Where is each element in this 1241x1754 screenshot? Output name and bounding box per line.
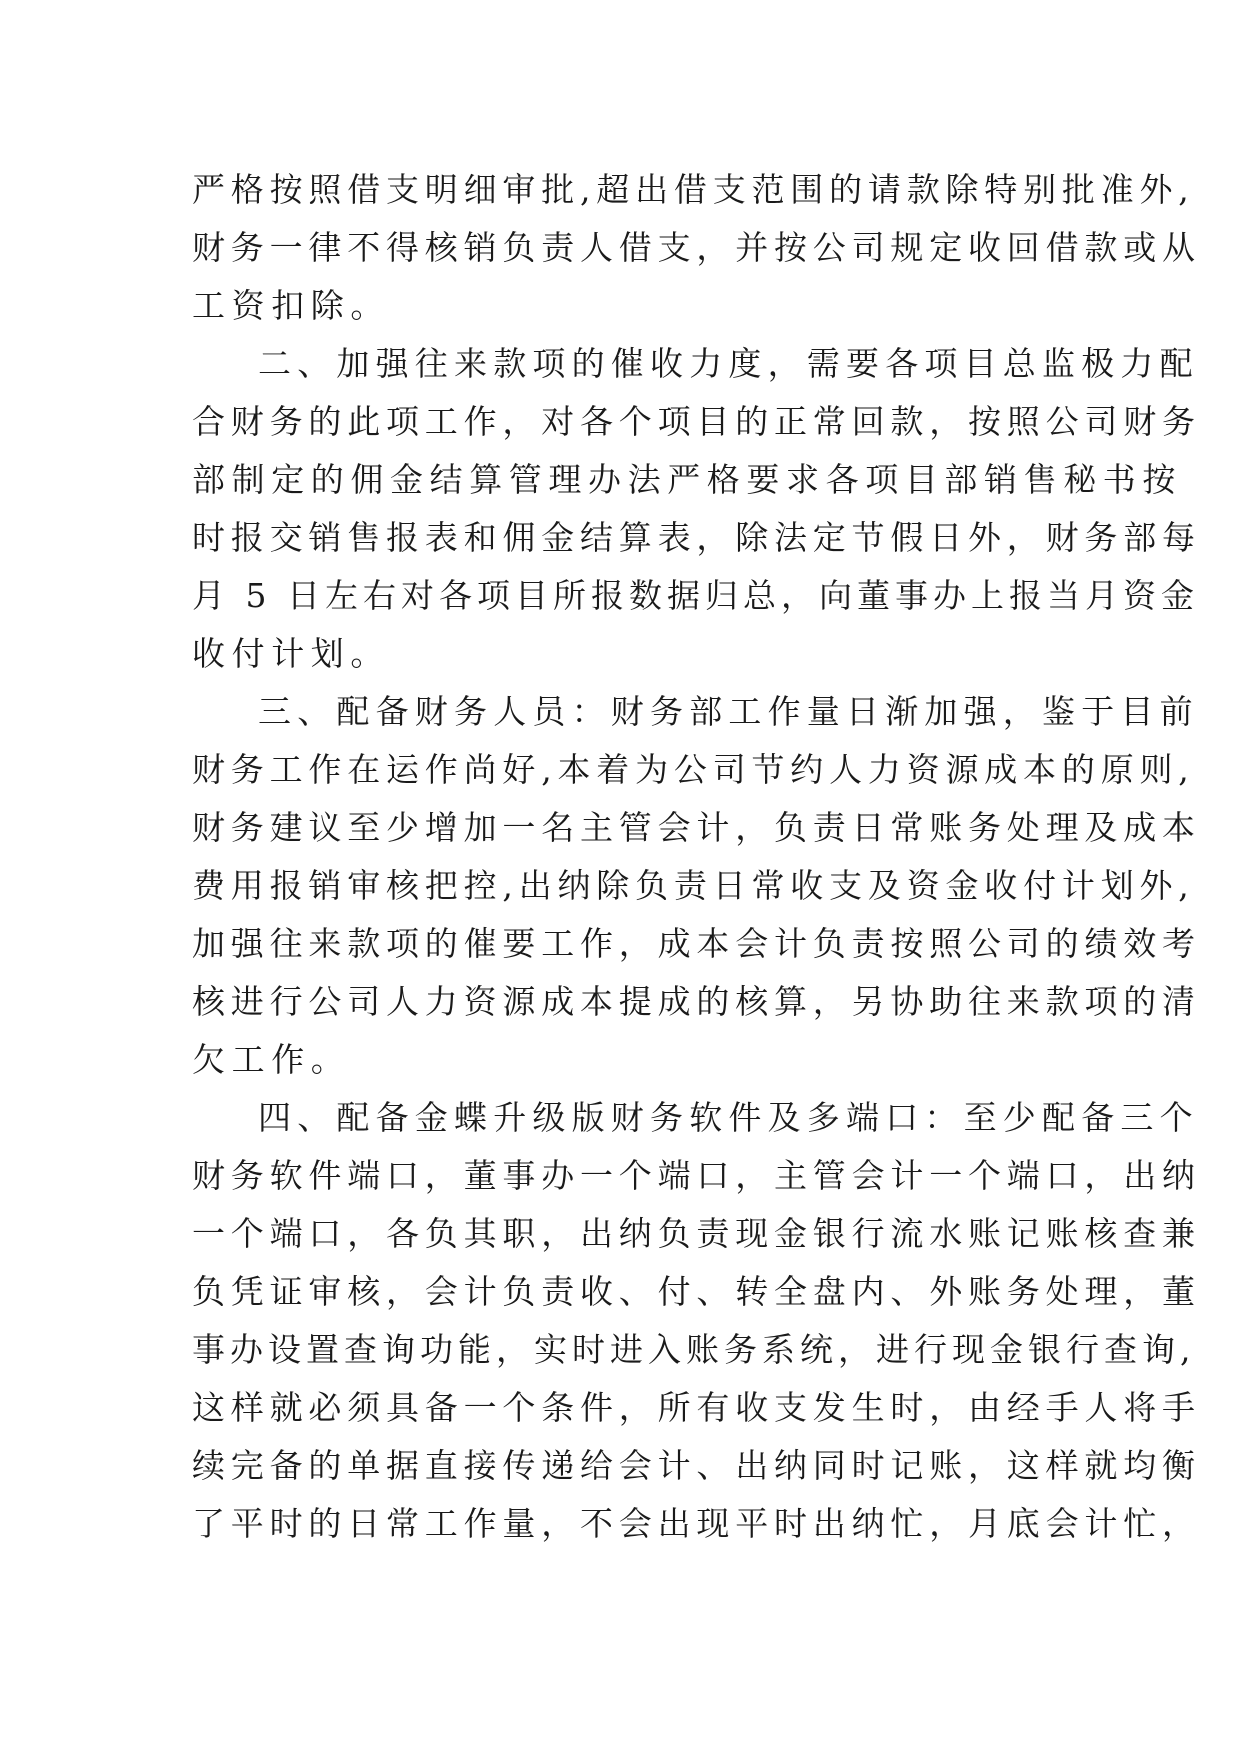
paragraph-4-line-3: 一个端口，各负其职，出纳负责现金银行流水账记账核查兼 bbox=[192, 1214, 1201, 1253]
paragraph-3-line-2: 财务工作在运作尚好,本着为公司节约人力资源成本的原则, bbox=[192, 750, 1195, 789]
paragraph-4-line-8: 了平时的日常工作量，不会出现平时出纳忙，月底会计忙， bbox=[192, 1504, 1201, 1543]
paragraph-1-line-1: 严格按照借支明细审批,超出借支范围的请款除特别批准外, bbox=[192, 170, 1195, 209]
paragraph-3-line-6: 核进行公司人力资源成本提成的核算，另协助往来款项的清 bbox=[192, 982, 1201, 1021]
paragraph-4-line-7: 续完备的单据直接传递给会计、出纳同时记账，这样就均衡 bbox=[192, 1446, 1201, 1485]
paragraph-4-line-2: 财务软件端口，董事办一个端口，主管会计一个端口，出纳 bbox=[192, 1156, 1201, 1195]
paragraph-2-line-6: 收付计划。 bbox=[192, 634, 390, 673]
paragraph-1-line-3: 工资扣除。 bbox=[192, 286, 390, 325]
paragraph-2-line-2: 合财务的此项工作，对各个项目的正常回款，按照公司财务 bbox=[192, 402, 1201, 441]
paragraph-2-line-4: 时报交销售报表和佣金结算表，除法定节假日外，财务部每 bbox=[192, 518, 1201, 557]
paragraph-2-line-3: 部制定的佣金结算管理办法严格要求各项目部销售秘书按 bbox=[192, 460, 1182, 499]
paragraph-4-line-6: 这样就必须具备一个条件，所有收支发生时，由经手人将手 bbox=[192, 1388, 1201, 1427]
paragraph-3-line-7: 欠工作。 bbox=[192, 1040, 351, 1079]
paragraph-3-line-5: 加强往来款项的催要工作，成本会计负责按照公司的绩效考 bbox=[192, 924, 1201, 963]
paragraph-2-line-5: 月 5 日左右对各项目所报数据归总，向董事办上报当月资金 bbox=[192, 576, 1199, 615]
paragraph-3-line-3: 财务建议至少增加一名主管会计，负责日常账务处理及成本 bbox=[192, 808, 1201, 847]
paragraph-4-line-1: 四、配备金蝶升级版财务软件及多端口：至少配备三个 bbox=[258, 1098, 1199, 1137]
paragraph-4-line-5: 事办设置查询功能，实时进入账务系统，进行现金银行查询, bbox=[192, 1330, 1196, 1369]
paragraph-4-line-4: 负凭证审核，会计负责收、付、转全盘内、外账务处理，董 bbox=[192, 1272, 1201, 1311]
paragraph-1-line-2: 财务一律不得核销负责人借支，并按公司规定收回借款或从 bbox=[192, 228, 1201, 267]
paragraph-3-line-1: 三、配备财务人员：财务部工作量日渐加强，鉴于目前 bbox=[258, 692, 1199, 731]
paragraph-2-line-1: 二、加强往来款项的催收力度，需要各项目总监极力配 bbox=[258, 344, 1199, 383]
paragraph-3-line-4: 费用报销审核把控,出纳除负责日常收支及资金收付计划外, bbox=[192, 866, 1195, 905]
